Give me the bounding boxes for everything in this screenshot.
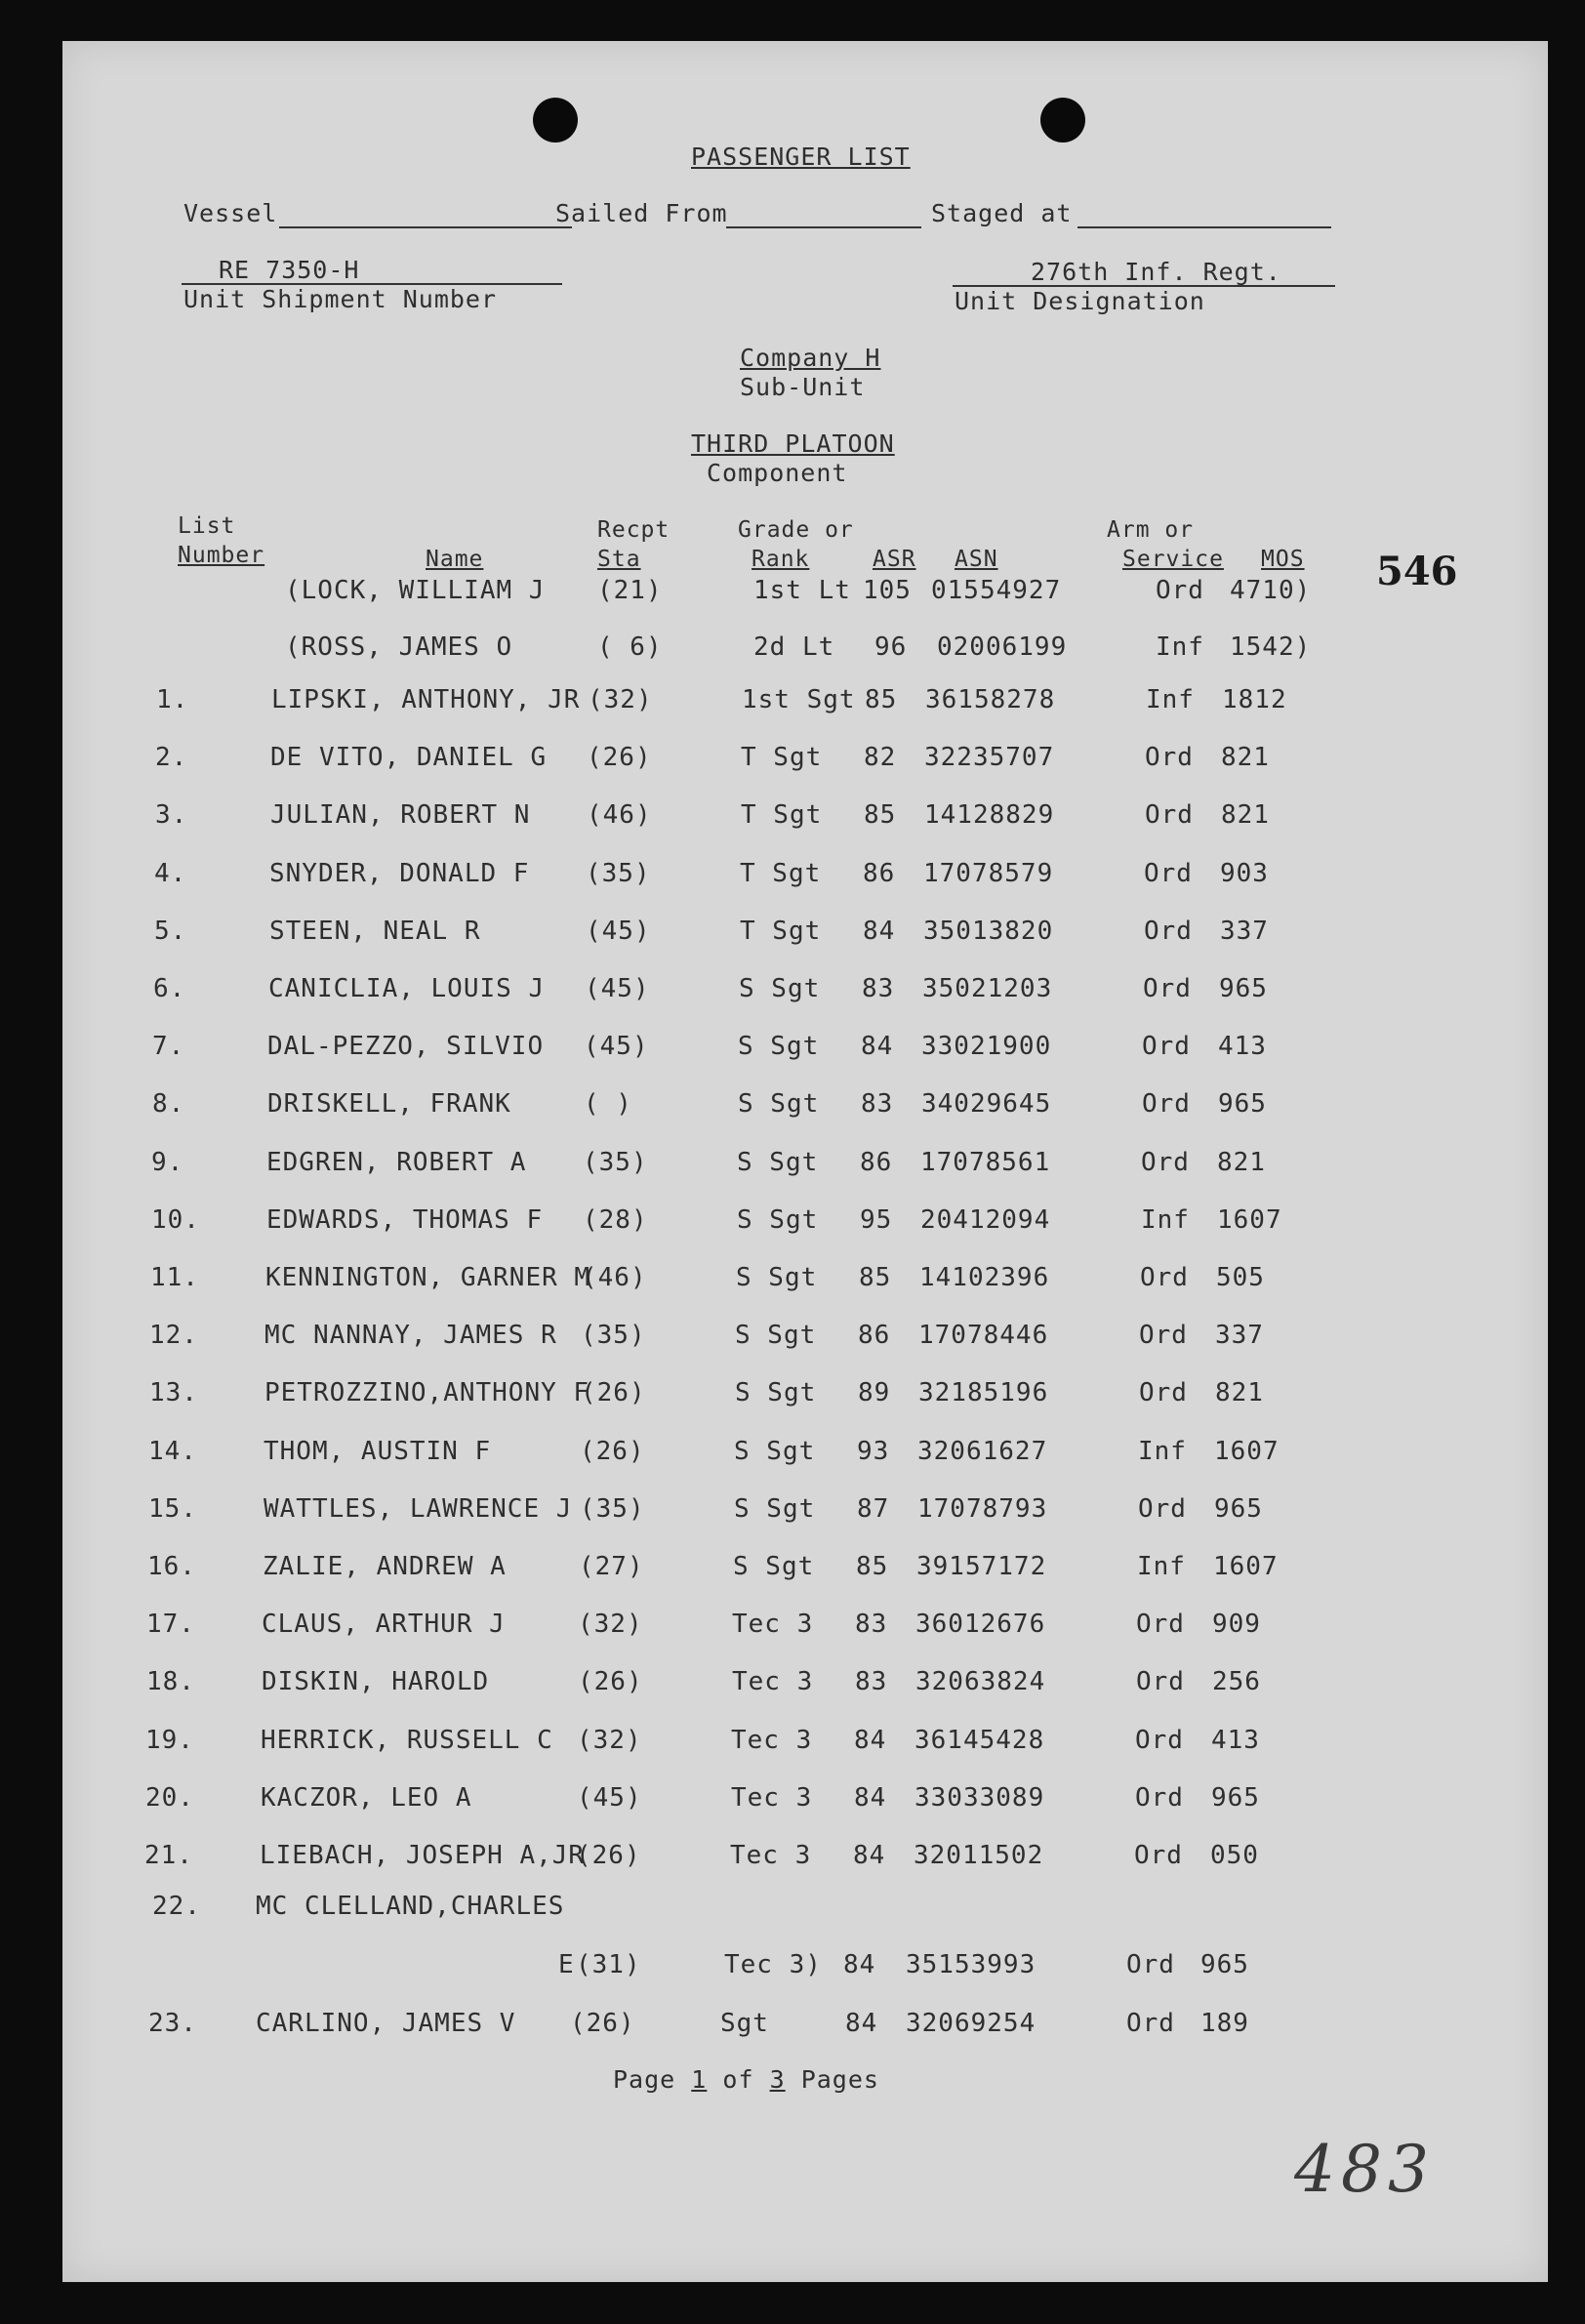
arm-cell: Inf [1146,685,1195,714]
unit-designation: 276th Inf. Regt. [1031,258,1281,286]
asr-cell: 83 [861,1089,894,1120]
table-row [62,743,1548,782]
footer-page-total: 3 [769,2065,786,2094]
table-row-continuation [62,1950,1548,1989]
grade-cell: S Sgt [735,1321,817,1351]
asn-cell: 32011502 [914,1841,1044,1870]
mos-cell: 903 [1220,858,1269,888]
arm-cell: Ord [1143,974,1192,1003]
asr-cell: 84 [853,1841,886,1870]
table-row [62,1552,1548,1591]
asr-cell: 93 [857,1436,890,1466]
arm-cell: Ord [1138,1493,1187,1524]
component: THIRD PLATOON [691,429,895,458]
table-row [62,1892,1548,1931]
table-row [62,1089,1548,1128]
grade-cell: S Sgt [737,1204,819,1235]
sta-cell: (26) [587,743,652,773]
mos-cell: 413 [1218,1032,1267,1062]
mos-cell: 1607 [1214,1436,1280,1466]
col-asn: ASN [955,547,998,572]
list-number-cell: 10. [151,1204,200,1235]
name-cell: JULIAN, ROBERT N [270,800,531,831]
table-row [62,1205,1548,1244]
list-number-cell: 17. [146,1610,195,1640]
table-row [62,1783,1548,1822]
shipment-number-label: Unit Shipment Number [183,285,498,313]
name-cell: HERRICK, RUSSELL C [261,1725,553,1755]
list-number-cell: 14. [148,1436,197,1466]
grade-cell: S Sgt [736,1263,818,1292]
list-number-cell: 4. [154,858,187,888]
mos-cell: 965 [1219,974,1268,1003]
list-number-cell: 12. [149,1321,198,1351]
sta-cell: (21) [597,576,663,605]
grade-cell: S Sgt [733,1552,815,1581]
sta-cell: ( 6) [597,632,663,662]
asn-cell: 14102396 [919,1263,1050,1292]
mos-cell: 050 [1210,1841,1259,1870]
asn-cell: 39157172 [916,1552,1047,1581]
sta-cell: (32) [578,1610,643,1640]
footer-pages-label: Pages [800,2065,879,2094]
sta-cell: (26) [581,1378,646,1408]
name-cell: CLAUS, ARTHUR J [262,1610,506,1640]
table-row [62,1263,1548,1302]
grade-cell: S Sgt [737,1147,819,1177]
stamped-number: 546 [1376,549,1458,594]
asr-cell: 83 [855,1610,888,1640]
list-number-cell: 6. [153,974,186,1003]
name-cell: LIEBACH, JOSEPH A,JR [260,1841,586,1870]
arm-cell: Inf [1141,1204,1190,1235]
asn-cell: 32185196 [918,1378,1049,1408]
asn-cell: 36145428 [914,1725,1045,1755]
footer-page-label: Page [613,2065,676,2094]
table-row [62,1321,1548,1360]
list-number-cell: 20. [145,1782,194,1813]
mos-cell: 821 [1221,743,1270,773]
asr-cell: 86 [860,1147,893,1177]
unit-designation-label: Unit Designation [955,287,1205,315]
arm-cell: Ord [1139,1378,1188,1408]
mos-cell: 965 [1218,1089,1267,1120]
col-mos: MOS [1261,547,1305,572]
list-number-cell: 7. [152,1032,185,1062]
asn-cell: 35021203 [922,974,1053,1003]
document-title: PASSENGER LIST [691,143,911,171]
sta-cell: (32) [588,685,653,714]
arm-cell: Inf [1137,1552,1186,1581]
asr-cell: 83 [855,1667,888,1697]
sta-cell: (45) [584,1032,649,1062]
table-row [62,1437,1548,1476]
name-cell: LIPSKI, ANTHONY, JR [271,685,581,714]
arm-cell: Ord [1140,1263,1189,1292]
grade-cell: S Sgt [735,1378,817,1408]
table-row [62,1032,1548,1071]
vessel-blank [279,226,572,228]
mos-cell: 965 [1214,1493,1263,1524]
list-number-cell: 5. [154,916,187,946]
col-arm-2: Service [1122,547,1224,572]
sta-cell: (46) [587,800,652,831]
grade-cell: T Sgt [741,743,823,773]
grade-cell: T Sgt [741,800,823,831]
asn-cell: 17078793 [917,1493,1048,1524]
arm-cell: Ord [1139,1321,1188,1351]
name-cell: DE VITO, DANIEL G [270,743,548,773]
asn-cell: 32235707 [924,743,1055,773]
asr-cell: 82 [864,743,897,773]
asn-cell: 32069254 [906,2009,1036,2038]
grade-cell: S Sgt [734,1493,816,1524]
mos-cell: 909 [1212,1610,1261,1640]
arm-cell: Ord [1144,858,1193,888]
mos-cell: 1542) [1230,632,1312,662]
name-cell: SNYDER, DONALD F [269,858,530,888]
mos-cell: 965 [1200,1950,1249,1979]
asn-cell: 33033089 [914,1782,1045,1813]
component-label: Component [707,459,848,487]
name-cell: ZALIE, ANDREW A [263,1552,507,1581]
sta-cell: (26) [578,1667,643,1697]
sta-cell: (35) [586,858,651,888]
sta-cell: (45) [585,974,650,1003]
asr-cell: 87 [857,1493,890,1524]
asn-cell: 36012676 [915,1610,1046,1640]
list-number-cell: 23. [148,2009,197,2038]
table-row [62,1494,1548,1533]
asr-cell: 84 [854,1782,887,1813]
asn-cell: 17078561 [920,1147,1051,1177]
col-asr: ASR [873,547,916,572]
sta-cell: (26) [570,2009,635,2038]
col-list-number-2: Number [178,543,265,568]
table-row [62,1148,1548,1187]
sta-cell: (35) [581,1321,646,1351]
asr-cell: 89 [858,1378,891,1408]
list-number-cell: 19. [145,1725,194,1755]
col-grade-1: Grade or [738,517,854,543]
name-cell: (LOCK, WILLIAM J [285,576,546,605]
asr-cell: 84 [861,1032,894,1062]
sta-cell: (35) [583,1147,648,1177]
name-cell: WATTLES, LAWRENCE J [264,1493,573,1524]
sta-cell: (45) [586,916,651,946]
table-row [62,632,1548,672]
arm-cell: Ord [1156,576,1204,605]
name-cell: DRISKELL, FRANK [267,1089,511,1120]
sta-cell: (46) [582,1263,647,1292]
sailed-from-blank [726,226,921,228]
document-page [62,41,1548,2282]
name-cell: MC CLELLAND,CHARLES [256,1892,565,1921]
asr-cell: 84 [843,1950,876,1979]
table-row [62,974,1548,1013]
arm-cell: Ord [1134,1841,1183,1870]
asn-cell: 34029645 [921,1089,1052,1120]
table-row [62,1378,1548,1417]
staged-at-blank [1077,226,1331,228]
mos-cell: 337 [1215,1321,1264,1351]
col-list-number-1: List [178,513,236,539]
sailed-from-label: Sailed From [555,199,728,227]
asn-cell: 35153993 [906,1950,1036,1979]
list-number-cell: 3. [155,800,188,831]
grade-cell: T Sgt [740,916,822,946]
table-row [62,2009,1548,2048]
table-row [62,685,1548,724]
mos-cell: 505 [1216,1263,1265,1292]
table-row [62,1726,1548,1765]
mos-cell: 256 [1212,1667,1261,1697]
sta-cell: (45) [577,1782,642,1813]
grade-cell: S Sgt [738,1032,820,1062]
grade-cell: Tec 3 [731,1782,813,1813]
asr-cell: 85 [859,1263,892,1292]
mos-cell: 1607 [1217,1204,1282,1235]
list-number-cell: 11. [150,1263,199,1292]
arm-cell: Ord [1145,800,1194,831]
asr-cell: 96 [874,632,908,662]
name-cell: CARLINO, JAMES V [256,2009,516,2038]
punch-hole-left [533,98,578,143]
sub-unit: Company H [740,344,881,372]
mos-cell: 4710) [1230,576,1312,605]
asn-cell: 36158278 [925,685,1056,714]
list-number-cell: 2. [155,743,188,773]
asr-cell: 105 [863,576,912,605]
asr-cell: 95 [860,1204,893,1235]
sta-cell: (28) [583,1204,648,1235]
asr-cell: 86 [858,1321,891,1351]
name-cell: CANICLIA, LOUIS J [268,974,546,1003]
asn-cell: 17078446 [918,1321,1049,1351]
vessel-label: Vessel [183,199,278,227]
list-number-cell: 8. [152,1089,185,1120]
arm-cell: Ord [1135,1782,1184,1813]
asn-cell: 02006199 [937,632,1068,662]
table-row [62,859,1548,898]
col-arm-1: Arm or [1107,517,1195,543]
asn-cell: 33021900 [921,1032,1052,1062]
list-number-cell: 15. [148,1493,197,1524]
asn-cell: 32061627 [917,1436,1048,1466]
arm-cell: Inf [1156,632,1204,662]
asr-cell: 85 [856,1552,889,1581]
asr-cell: 85 [864,800,897,831]
shipment-number: RE 7350-H [219,256,360,284]
arm-cell: Ord [1136,1610,1185,1640]
asr-cell: 83 [862,974,895,1003]
arm-cell: Ord [1126,1950,1175,1979]
mos-cell: 965 [1211,1782,1260,1813]
grade-cell: T Sgt [740,858,822,888]
arm-cell: Inf [1138,1436,1187,1466]
arm-cell: Ord [1144,916,1193,946]
table-row [62,800,1548,839]
name-cell: EDGREN, ROBERT A [266,1147,527,1177]
arm-cell: Ord [1145,743,1194,773]
col-recpt-2: Sta [597,547,641,572]
table-row [62,576,1548,615]
arm-cell: Ord [1142,1089,1191,1120]
name-cell: DAL-PEZZO, SILVIO [267,1032,545,1062]
mos-cell: 821 [1221,800,1270,831]
list-number-cell: 22. [152,1892,201,1921]
grade-cell: 2d Lt [753,632,835,662]
asr-cell: 84 [845,2009,878,2038]
list-number-cell: 21. [144,1841,193,1870]
footer-of-label: of [722,2065,754,2094]
mos-cell: 337 [1220,916,1269,946]
grade-cell: S Sgt [739,974,821,1003]
asn-cell: 01554927 [931,576,1062,605]
asr-cell: 86 [863,858,896,888]
grade-cell: Tec 3 [732,1667,814,1697]
sta-cell: (26) [580,1436,645,1466]
col-grade-2: Rank [752,547,810,572]
sta-cell: ( ) [584,1089,632,1120]
grade-cell: Tec 3 [730,1841,812,1870]
arm-cell: Ord [1141,1147,1190,1177]
grade-cell: Tec 3) [724,1950,822,1979]
punch-hole-right [1040,98,1085,143]
asr-cell: 84 [863,916,896,946]
arm-cell: Ord [1136,1667,1185,1697]
grade-cell: Tec 3 [732,1610,814,1640]
sta-cell: (35) [580,1493,645,1524]
handwritten-page-number: 483 [1294,2132,1435,2207]
arm-cell: Ord [1126,2009,1175,2038]
asn-cell: 14128829 [924,800,1055,831]
list-number-cell: 16. [147,1552,196,1581]
grade-cell: 1st Lt [753,576,851,605]
table-row [62,1610,1548,1649]
staged-at-label: Staged at [931,199,1073,227]
asn-cell: 35013820 [923,916,1054,946]
list-number-cell: 1. [156,685,189,714]
sta-cell: (27) [579,1552,644,1581]
page-footer [613,2065,879,2094]
mos-cell: 821 [1217,1147,1266,1177]
sub-unit-label: Sub-Unit [740,373,866,401]
arm-cell: Ord [1135,1725,1184,1755]
mos-cell: 1812 [1222,685,1287,714]
mos-cell: 821 [1215,1378,1264,1408]
arm-cell: Ord [1142,1032,1191,1062]
sta-cell: (32) [577,1725,642,1755]
grade-cell: 1st Sgt [742,685,856,714]
name-cell: KACZOR, LEO A [261,1782,472,1813]
list-number-cell: 9. [151,1147,184,1177]
mos-cell: 189 [1200,2009,1249,2038]
mos-cell: 1607 [1213,1552,1279,1581]
grade-cell: S Sgt [734,1436,816,1466]
name-cell: MC NANNAY, JAMES R [264,1321,557,1351]
table-row [62,1841,1548,1880]
list-number-cell: 18. [146,1667,195,1697]
name-cell: EDWARDS, THOMAS F [266,1204,544,1235]
asn-cell: 20412094 [920,1204,1051,1235]
grade-cell: S Sgt [738,1089,820,1120]
mos-cell: 413 [1211,1725,1260,1755]
name-cell: (ROSS, JAMES O [285,632,513,662]
asn-cell: 32063824 [915,1667,1046,1697]
grade-cell: Tec 3 [731,1725,813,1755]
asr-cell: 85 [865,685,898,714]
table-row [62,917,1548,956]
sta-cell: (31) [576,1950,641,1979]
asr-cell: 84 [854,1725,887,1755]
col-recpt-1: Recpt [597,517,671,543]
table-row [62,1667,1548,1706]
asn-cell: 17078579 [923,858,1054,888]
name-cell: KENNINGTON, GARNER M [265,1263,591,1292]
name-cell: THOM, AUSTIN F [264,1436,492,1466]
footer-page-number: 1 [691,2065,708,2094]
name-cell-continued: E [558,1950,575,1979]
name-cell: STEEN, NEAL R [269,916,481,946]
grade-cell: Sgt [720,2009,769,2038]
name-cell: DISKIN, HAROLD [262,1667,490,1697]
col-name: Name [426,547,484,572]
name-cell: PETROZZINO,ANTHONY F [264,1378,590,1408]
list-number-cell: 13. [149,1378,198,1408]
sta-cell: (26) [576,1841,641,1870]
